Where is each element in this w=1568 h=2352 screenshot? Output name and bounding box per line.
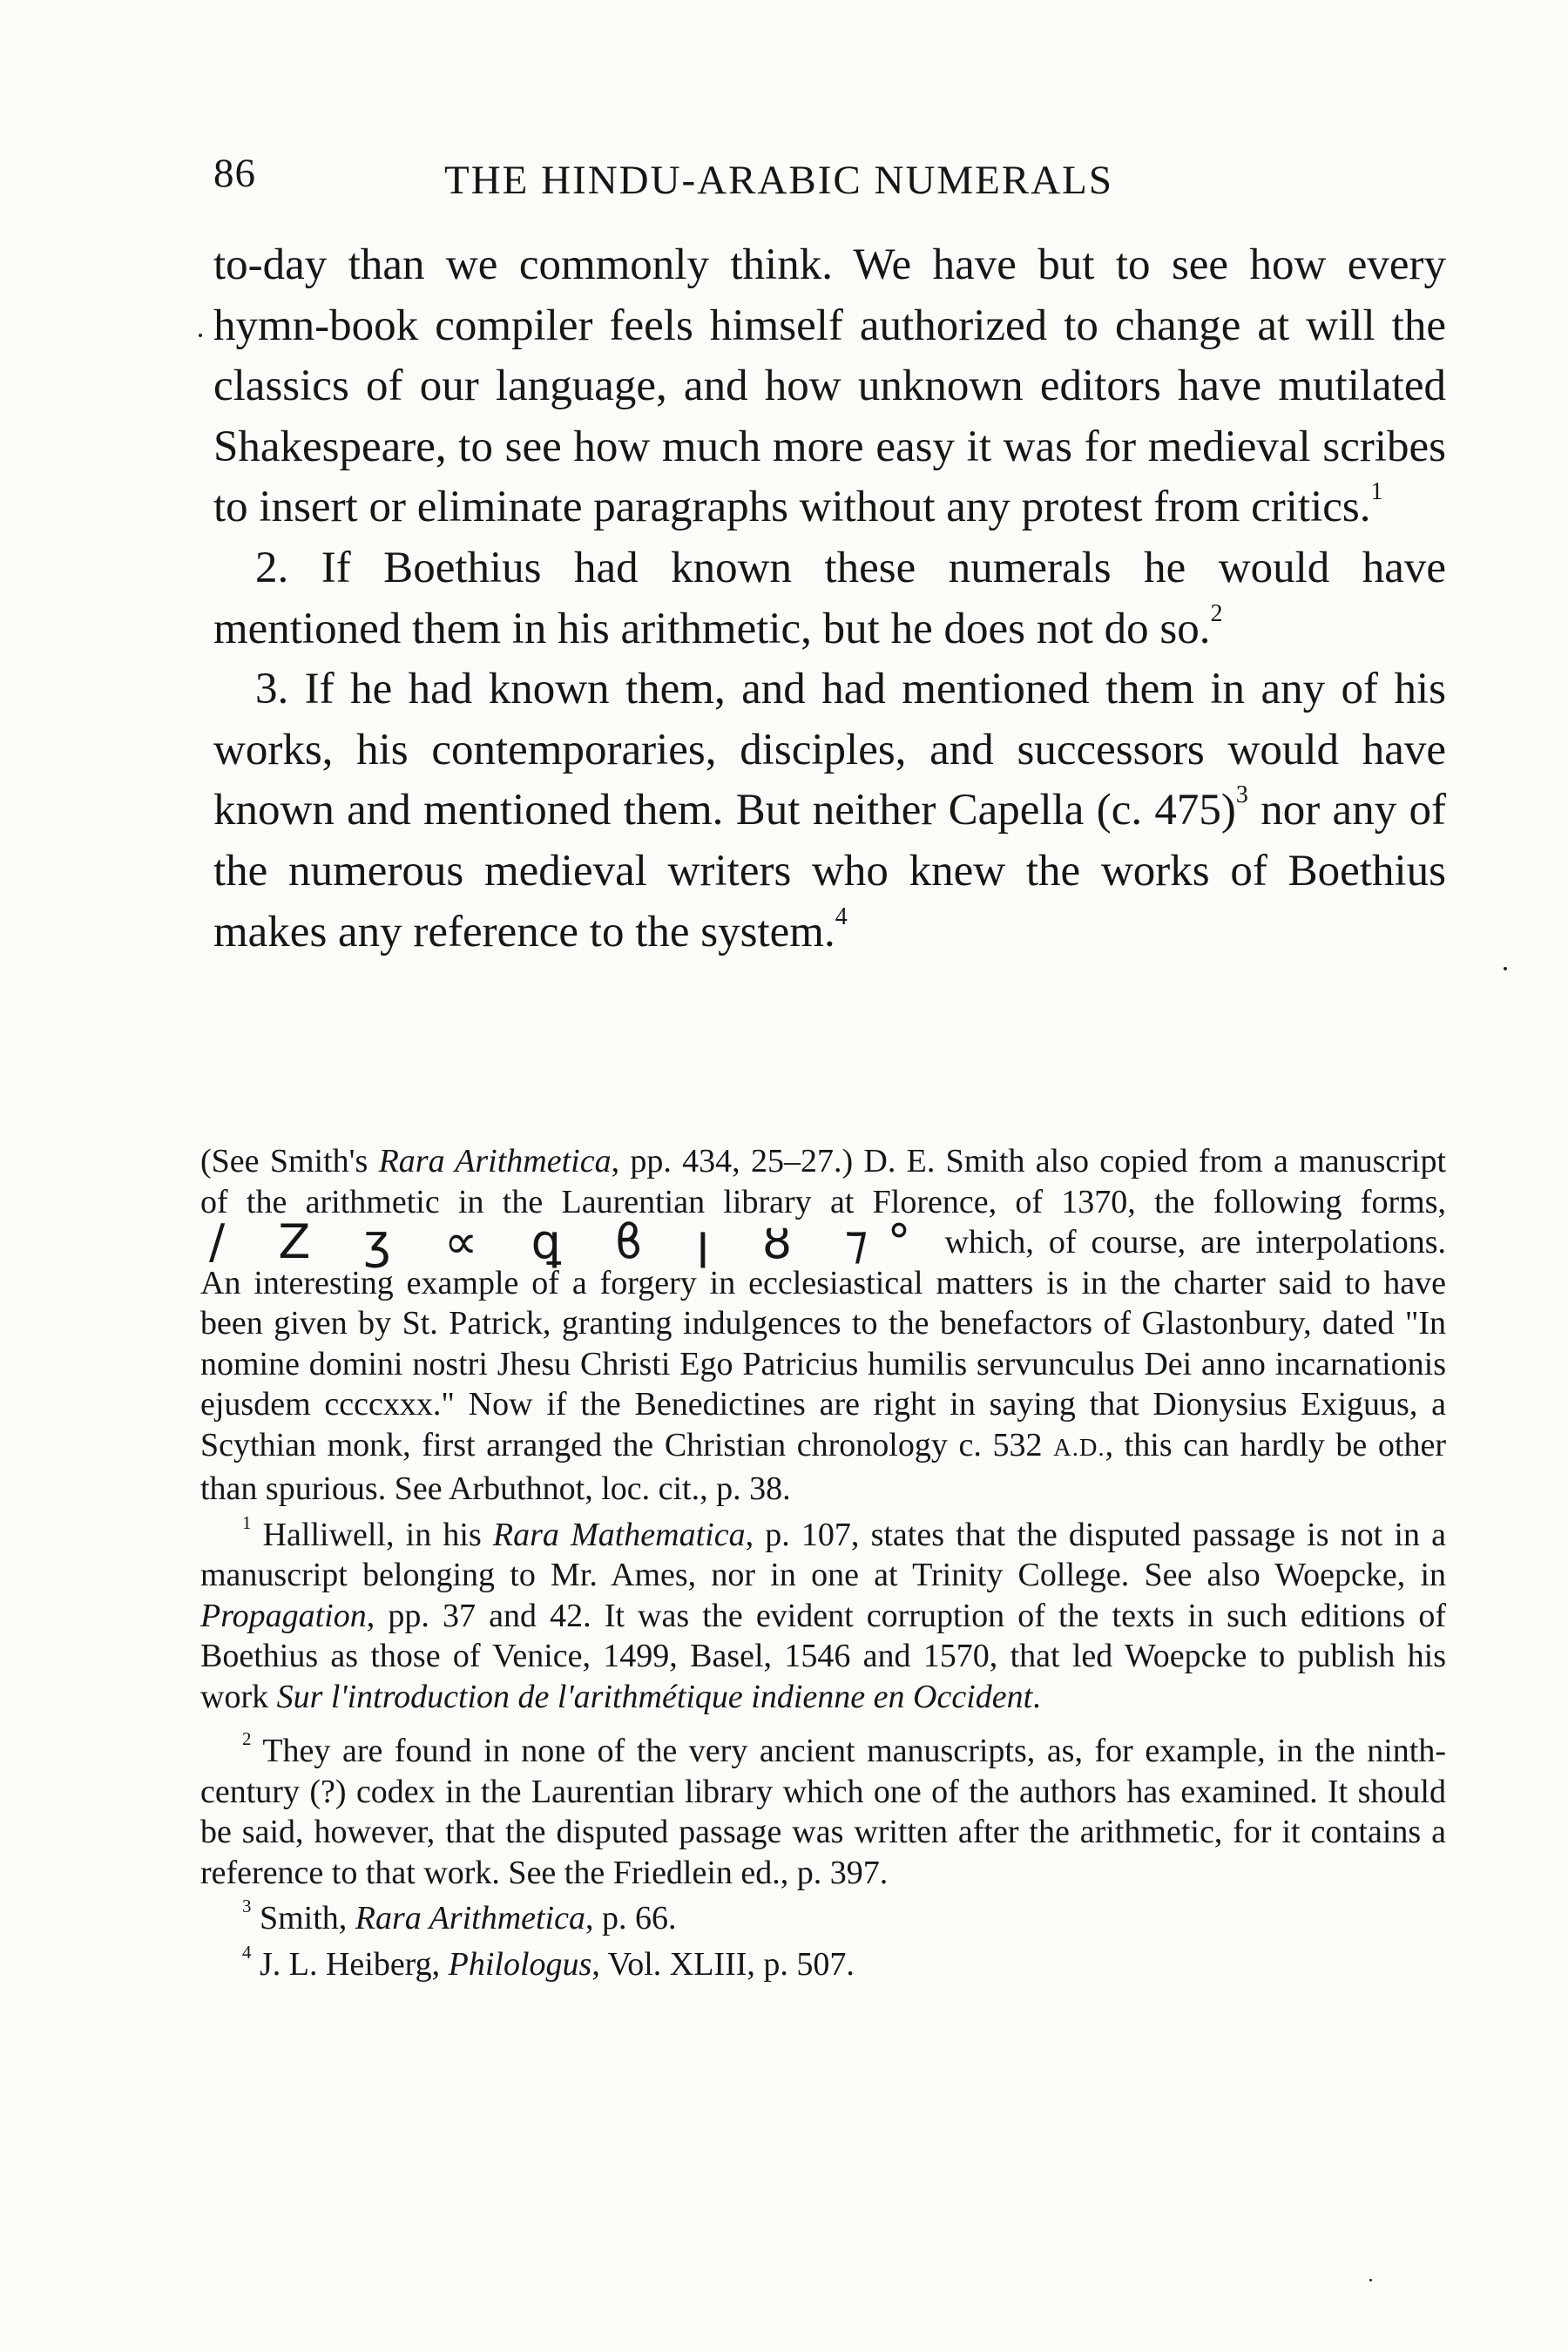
scan-speck (199, 334, 202, 337)
note-title-italic: Rara Arithmetica (355, 1900, 585, 1936)
note-text: (See Smith's (200, 1143, 379, 1179)
note-title-italic: Rara Mathematica (492, 1516, 746, 1553)
main-text (213, 235, 1446, 963)
note-text: which, of course, are interpolations. An interesting example of a forgery in ecclesiastical matters is in the charter said to have been given by St. Patrick, granting indulgences to the benefactors of Glastonbury, dated "In nomine domini nostri Jhesu Christi Ego Patricius humilis servunculus Dei anno incarnationis ejusdem ccccxxx." Now if the Benedictines are right in saying that Dionysius Exiguus, a Scythian monk, first arranged the Christian chronology c. 532 (200, 1224, 1446, 1463)
paragraph-text: 3. If he had known them, and had mentioned them in any of his works, his contemporaries, disciples, and successors would have known and mentioned them. But neither Capella (c. 475) (213, 665, 1446, 835)
scan-speck (1369, 2279, 1372, 2281)
note-text: , p. 107, states that the disputed passage is not in a manuscript belonging to Mr. Ames, nor in one at Trinity College. See also Woepcke, in (200, 1516, 1446, 1593)
footnote-mark: 1 (242, 1511, 252, 1533)
note-text: , pp. 434, 25–27.) D. E. Smith also copied from a manuscript of the arithmetic in the Laurentian library at Florence, of 1370, the following forms, (200, 1143, 1447, 1220)
note-text: , p. 66. (585, 1900, 677, 1936)
note-title-italic: Rara Arithmetica (378, 1143, 612, 1179)
note-text: , this can hardly be other than spurious. See Arbuthnot, loc. cit., p. 38. (200, 1426, 1446, 1507)
paragraph-text: 2. If Boethius had known these numerals he would have mentioned them in his arithmetic, but he does not do so. (213, 543, 1446, 653)
footnote-continuation (200, 1141, 1446, 1510)
note-title-italic: Sur l'introduction de l'arithmétique indienne en Occident (276, 1678, 1033, 1715)
numeral-forms-glyphs: / Z ʒ ∝ ꝗ ϐ ꞁ ȣ ⁊° (209, 1214, 930, 1269)
note-text: , Vol. XLIII, p. 507. (591, 1945, 855, 1983)
paragraph-continuation (213, 235, 1446, 538)
note-text: Halliwell, in his (251, 1516, 493, 1553)
page-number: 86 (213, 151, 256, 196)
footnote-ref: 1 (1370, 478, 1383, 506)
footnote-ref: 2 (1210, 599, 1223, 627)
note-small-caps: A.D. (1053, 1434, 1105, 1462)
footnotes (200, 1141, 1446, 1984)
paragraph-point-2 (213, 538, 1446, 659)
footnote-4 (200, 1941, 1446, 1985)
footnote-ref: 3 (1235, 781, 1248, 809)
running-header (213, 150, 1446, 202)
running-title: THE HINDU-ARABIC NUMERALS (444, 158, 1114, 203)
footnote-mark: 4 (242, 1941, 252, 1963)
note-text: J. L. Heiberg, (251, 1945, 449, 1983)
footnote-2 (200, 1728, 1446, 1893)
scan-speck (1504, 967, 1507, 970)
footnote-3 (200, 1898, 1446, 1939)
footnote-mark: 3 (242, 1896, 252, 1917)
paragraph-point-3 (213, 659, 1446, 963)
footnote-1 (200, 1511, 1446, 1718)
note-text: Smith, (251, 1900, 355, 1936)
note-text: They are found in none of the very ancient manuscripts, as, for example, in the ninth-century (?) codex in the Laurentian library which one of the authors has examined. It should be said, however, that the disputed passage was written after the arithmetic, for it contains a reference to that work. See the Friedlein ed., p. 397. (200, 1733, 1446, 1891)
note-text: , pp. 37 and 42. It was the evident corruption of the texts in such editions of Boethius as those of Venice, 1499, Basel, 1546 and 1570, that led Woepcke to publish his work (200, 1597, 1446, 1715)
paragraph-text: to-day than we commonly think. We have but to see how every hymn-book compiler feels himself authorized to change at will the classics of our language, and how unknown editors have mutilated Shakespeare, to see how much more easy it was for medieval scribes to insert or eliminate paragraphs without any protest from critics. (213, 240, 1446, 532)
note-title-italic: Philologus (448, 1945, 592, 1983)
note-title-italic: Propagation (200, 1597, 367, 1634)
note-text: . (1032, 1678, 1041, 1715)
footnote-ref: 4 (835, 902, 848, 930)
footnote-mark: 2 (242, 1728, 252, 1750)
paragraph-text: nor any of the numerous medieval writers who knew the works of Boethius makes any reference to the system. (213, 786, 1446, 956)
